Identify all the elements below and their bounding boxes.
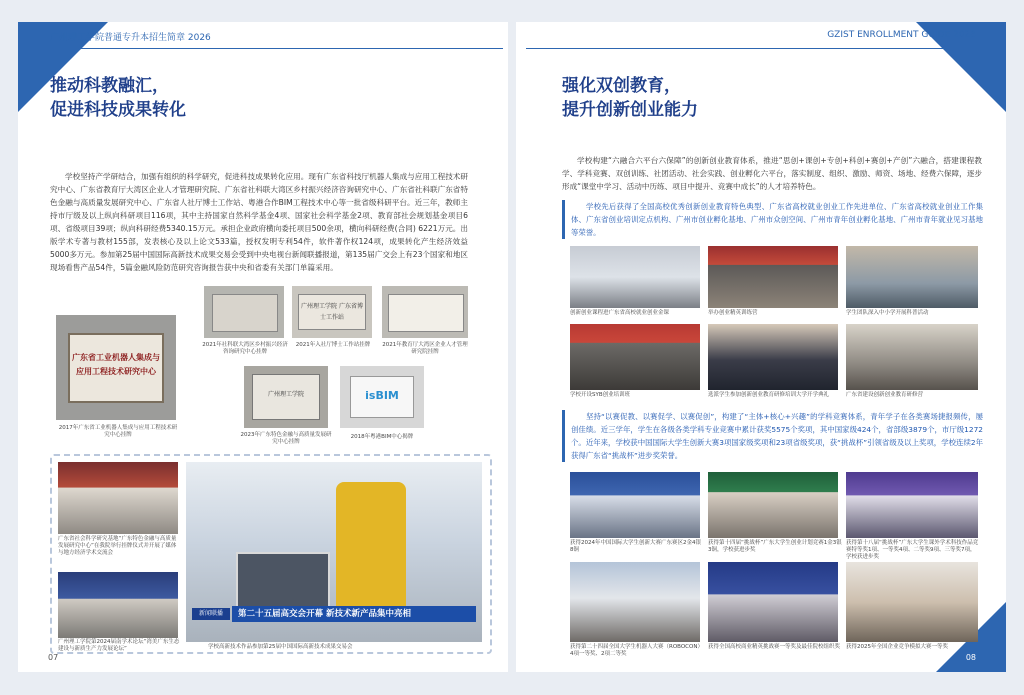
news-logo: 新闻联播 xyxy=(192,608,230,620)
plaque-caption-2: 2021年社科联大湾区乡村振兴经济咨询研究中心挂牌 xyxy=(202,342,288,355)
forum-caption-2: 广州理工学院第2024届南学术论坛“湾美广东生态建设与新质生产力发展论坛” xyxy=(58,639,180,652)
news-banner: 第二十五届高交会开幕 新技术新产品集中亮相 xyxy=(232,606,476,622)
forum-photo-2 xyxy=(58,572,178,638)
plaque-caption-3: 2021年入社厅博士工作站挂牌 xyxy=(295,342,371,348)
award-caption-2: 获得第十四届“挑战杯”广东大学生创业计划竞赛1金3银3铜，学校获进步奖 xyxy=(708,540,842,553)
plaque-photo-2 xyxy=(204,286,284,338)
activity-caption-5: 选派学生参加创新创业教育研修培训大学开学典礼 xyxy=(708,392,830,398)
plaque-caption-4: 2021年教育厅大湾区企业人才管理研究院挂牌 xyxy=(382,342,468,355)
activity-photo-6 xyxy=(846,324,978,390)
exhibit-table xyxy=(236,552,330,611)
activity-photo-2 xyxy=(708,246,838,308)
plaque-photo-3 xyxy=(292,286,372,338)
activity-caption-6: 广东省建设创新创业教育研修营 xyxy=(846,392,924,398)
activity-caption-3: 学生团队深入中小学开展科普活动 xyxy=(846,310,929,316)
award-caption-1: 获得2024年中国国际大学生创新大赛广东赛区2金4银8铜 xyxy=(570,540,701,553)
left-page-number: 07 xyxy=(48,653,59,662)
award-photo-3 xyxy=(846,472,978,538)
right-blue-block-2: 坚持“以赛促教、以赛促学、以赛促创”，构建了“主体+核心+兴趣”的学科竞赛体系，青年学子在各类赛场捷报频传，屡创佳绩。近三学年，学生在各级各类学科专业竞赛中累计获奖5575个奖项，其中国家级424个，省部级3879个，市厅级1272个。近年来，学校获中国国际大学生创新大赛3项国家级奖项和23项省级奖项，获“挑战杯”引领省级及以上奖项，学校连续2年获得广东省“挑战杯”进步奖荣誉。 xyxy=(562,410,983,462)
right-blue-block-1: 学校先后获得了全国高校优秀创新创业教育特色典型、广东省高校就业创业工作先进单位、广东省高校就业创业工作集体、广东省创业培训定点机构、广州市创业孵化基地、广州市众创空间、广州市青年创业孵化基地、广州市青年就业见习基地等荣誉。 xyxy=(562,200,983,239)
robot-arm-shape xyxy=(336,482,406,622)
activity-photo-3 xyxy=(846,246,978,308)
award-photo-5 xyxy=(708,562,838,642)
activity-photo-5 xyxy=(708,324,838,390)
right-header: GZIST ENROLLMENT GUIDE 2026 xyxy=(827,30,976,40)
expo-photo xyxy=(186,462,482,642)
left-paragraph: 学校坚持产学研结合，加强有组织的科学研究，促进科技成果转化应用。现有广东省科技厅机器人集成与应用工程技术研究中心、广东省教育厅大湾区企业人才管理研究院、广东省社科联大湾区乡村振兴经济咨询研究中心、广东省社科联广东省特色金融与高质量发展研究中心、广东省人社厅博士工作站、粤港合作BIM工程技术中心等一批省级科研平台。近三年，教师主持市厅级及以上纵向科研项目116项，其中主持国家自然科学基金4项、国家社会科学基金2项、教育部社会规划基金项目6项、省级项目39项；纵向科研经费5340.15万元。承担企业政府横向委托项目500余项，横向科研经费(合同) 6221万元。出版学术专著与教材155部，发表核心及以上论文533篇，授权发明专利54件，软件著作权124项，成果转化产生经济效益5000多万元。参加第25届中国国际高新技术成果交易会受到中央电视台新闻联播报道，第135届广交会上有23个国家和地区现场看售产品54件，5篇金融风险防范研究咨询报告获中央和省委有关部门单篇采用。 xyxy=(50,172,468,272)
header-rule xyxy=(48,48,503,49)
left-header: 广州理工学院普通专升本招生简章 2026 xyxy=(50,33,211,43)
activity-photo-4 xyxy=(570,324,700,390)
plaque-photo-4 xyxy=(382,286,468,338)
plaque-5-text: 广州理工学院 xyxy=(252,374,320,420)
left-title-line-2: 促进科技成果转化 xyxy=(50,100,186,120)
plaque-photo-6 xyxy=(340,366,424,428)
plaque-photo-5 xyxy=(244,366,328,428)
header-rule xyxy=(526,48,976,49)
plaque-6-text: isBIM xyxy=(350,376,414,418)
right-page-number: 08 xyxy=(965,653,976,662)
expo-caption: 学校高新技术作品参加第25届中国国际高新技术成果交易会 xyxy=(208,644,353,650)
right-title xyxy=(562,74,698,122)
plaque-1-text: 广东省工业机器人集成与应用工程技术研究中心 xyxy=(68,333,164,403)
activity-photo-1 xyxy=(570,246,700,308)
left-title xyxy=(50,74,186,122)
right-title-line-2: 提升创新创业能力 xyxy=(562,100,698,120)
award-caption-3: 获得第十八届“挑战杯”广东大学生课外学术科技作品竞赛特等奖1项、一等奖4项、二等奖9项、三等奖7项，学校获进步奖 xyxy=(846,540,979,560)
activity-caption-2: 举办创业精英训练营 xyxy=(708,310,758,316)
plaque-caption-5: 2023年广东特色金融与高质量发展研究中心挂牌 xyxy=(240,432,332,445)
activity-caption-1: 创新创业课程进广东省高校就业创业金课 xyxy=(570,310,670,316)
award-caption-5: 获得全国高校商业精英挑战赛一等奖及最佳院校组织奖 xyxy=(708,644,841,650)
left-page xyxy=(18,22,508,672)
forum-caption-1: 广东省社会科学研究基地“广东特色金融与高质量发展研究中心”在我院举行挂牌仪式并开展了媒体与地方经济学术交流会 xyxy=(58,536,177,556)
right-title-line-1: 强化双创教育， xyxy=(562,76,681,96)
forum-photo-1 xyxy=(58,462,178,534)
award-photo-4 xyxy=(570,562,700,642)
plaque-caption-6: 2018年粤港BIM中心揭牌 xyxy=(350,434,414,440)
plaque-3-text: 广州理工学院 广东省博士工作站 xyxy=(298,294,366,330)
award-photo-1 xyxy=(570,472,700,538)
plaque-caption-1: 2017年广东省工业机器人集成与应用工程技术研究中心挂牌 xyxy=(58,425,178,438)
right-paragraph: 学校构建“六融合六平台六保障”的创新创业教育体系，推进“思创+课创+专创+科创+赛创+产创”六融合，搭建课程教学、学科竞赛、双创训练、社团活动、社会实践、创业孵化六平台，落实制度、组织、激励、师资、场地、经费六保障，逐步形成“课堂中学习、活动中历练、项目中提升、竞赛中成长”的人才培养特色。 xyxy=(562,156,982,191)
activity-caption-4: 学校开设SYB创业培训班 xyxy=(570,392,631,398)
plaque-photo-1 xyxy=(56,315,176,420)
award-photo-2 xyxy=(708,472,838,538)
award-caption-6: 获得2025年全国企业竞争模拟大赛一等奖 xyxy=(846,644,948,650)
right-page xyxy=(516,22,1006,672)
award-photo-6 xyxy=(846,562,978,642)
left-title-line-1: 推动科教融汇， xyxy=(50,76,169,96)
award-caption-4: 获得第二十四届全国大学生机器人大赛（ROBOCON）4项一等奖、2项二等奖 xyxy=(570,644,703,657)
